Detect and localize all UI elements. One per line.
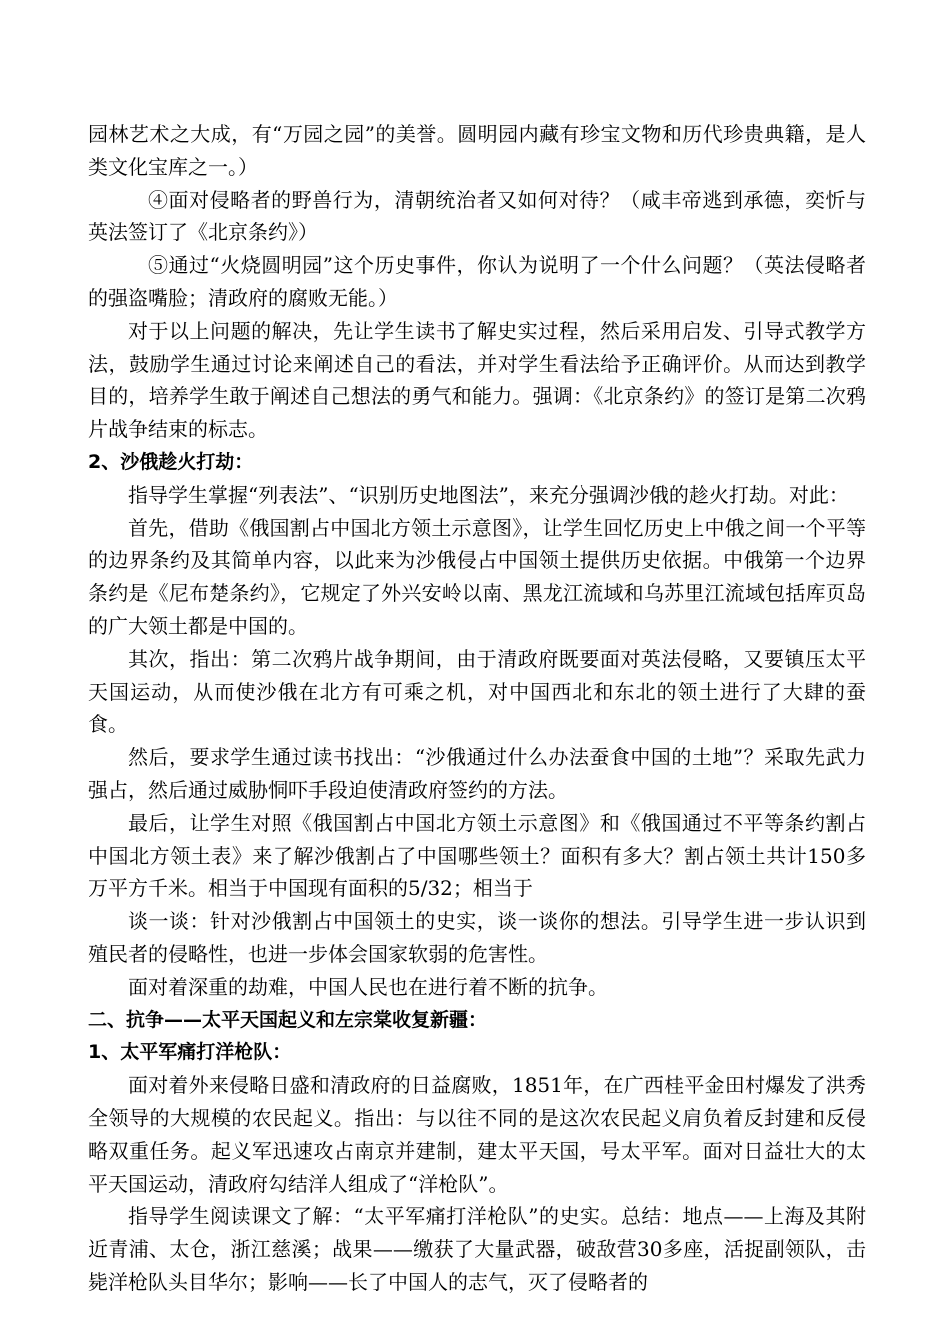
paragraph: 谈一谈：针对沙俄割占中国领土的史实，谈一谈你的想法。引导学生进一步认识到殖民者的侵略性，也进一步体会国家软弱的危害性。	[88, 909, 866, 966]
paragraph: ④面对侵略者的野兽行为，清朝统治者又如何对待？（咸丰帝逃到承德，奕忻与英法签订了《北京条约》）	[88, 187, 866, 245]
paragraph: 对于以上问题的解决，先让学生读书了解史实过程，然后采用启发、引导式教学方法，鼓励学生通过讨论来阐述自己的看法，并对学生看法给予正确评价。从而达到教学目的，培养学生敢于阐述自己想法的勇气和能力。强调：《北京条约》的签订是第二次鸦片战争结束的标志。	[88, 318, 866, 442]
paragraph: 其次，指出：第二次鸦片战争期间，由于清政府既要面对英法侵略，又要镇压太平天国运动，从而使沙俄在北方有可乘之机，对中国西北和东北的领土进行了大肆的蚕食。	[88, 646, 866, 737]
paragraph: 指导学生阅读课文了解：“太平军痛打洋枪队”的史实。总结：地点——上海及其附近青浦、太仓，浙江慈溪；战果——缴获了大量武器，破敌营30多座，活捉副领队，击毙洋枪队头目华尔；影响——长了中国人的志气，灭了侵略者的	[88, 1204, 866, 1294]
paragraph: 最后，让学生对照《俄国割占中国北方领土示意图》和《俄国通过不平等条约割占中国北方领土表》来了解沙俄割占了中国哪些领土？面积有多大？割占领土共计150多万平方千米。相当于中国现有面积的5/32；相当于	[88, 810, 866, 901]
paragraph: 园林艺术之大成，有“万园之园”的美誉。圆明园内藏有珍宝文物和历代珍贵典籍，是人类文化宝库之一。）	[88, 122, 866, 179]
section-heading: 2、沙俄趁火打劫：	[88, 450, 254, 473]
paragraph: 首先，借助《俄国割占中国北方领土示意图》，让学生回忆历史上中俄之间一个平等的边界条约及其简单内容，以此来为沙俄侵占中国领土提供历史依据。中俄第一个边界条约是《尼布楚条约》，它规定了外兴安岭以南、黑龙江流域和乌苏里江流域包括库页岛的广大领土都是中国的。	[88, 515, 866, 638]
paragraph: 然后，要求学生通过读书找出：“沙俄通过什么办法蚕食中国的土地”？采取先武力强占，然后通过威胁恫吓手段迫使清政府签约的方法。	[88, 745, 866, 802]
paragraph: 面对着外来侵略日盛和清政府的日益腐败，1851年，在广西桂平金田村爆发了洪秀全领导的大规模的农民起义。指出：与以往不同的是这次农民起义肩负着反封建和反侵略双重任务。起义军迅速攻占南京并建制，建太平天国，号太平军。面对日益壮大的太平天国运动，清政府勾结洋人组成了“洋枪队”。	[88, 1073, 866, 1196]
document-page	[88, 118, 866, 1299]
section-heading: 1、太平军痛打洋枪队：	[88, 1041, 292, 1064]
paragraph: 面对着深重的劫难，中国人民也在进行着不断的抗争。	[128, 974, 608, 999]
paragraph: 指导学生掌握“列表法”、“识别历史地图法”，来充分强调沙俄的趁火打劫。对此：	[128, 482, 849, 507]
paragraph: ⑤通过“火烧圆明园”这个历史事件，你认为说明了一个什么问题？（英法侵略者的强盗嘴脸；清政府的腐败无能。）	[88, 253, 866, 310]
section-heading: 二、抗争——太平天国起义和左宗棠收复新疆：	[88, 1008, 488, 1031]
